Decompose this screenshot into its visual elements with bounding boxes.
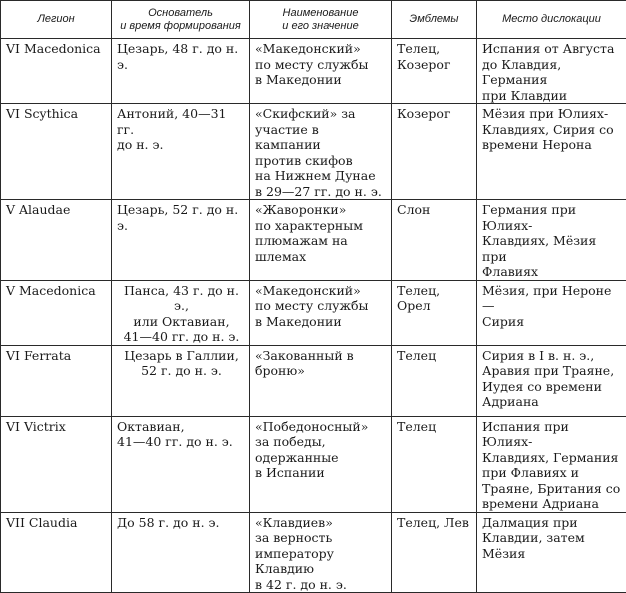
cell-legion: VI Ferrata xyxy=(1,345,112,416)
cell-location: Далмация при Клавдии, затем Мёзия xyxy=(477,512,626,593)
cell-name: «Жаворонки» по характерным плюмажам на шлемах xyxy=(250,200,392,281)
cell-legion: V Alaudae xyxy=(1,200,112,281)
cell-founder: До 58 г. до н. э. xyxy=(112,512,250,593)
table-row xyxy=(1,345,626,416)
cell-founder: Цезарь, 52 г. до н. э. xyxy=(112,200,250,281)
cell-founder: Панса, 43 г. до н. э., или Октавиан, 41—40 гг. до н. э. xyxy=(112,280,250,345)
cell-founder: Цезарь в Галлии, 52 г. до н. э. xyxy=(112,345,250,416)
cell-emblems: Козерог xyxy=(392,104,477,200)
table-row xyxy=(1,39,626,104)
cell-legion: VI Victrix xyxy=(1,416,112,512)
header-emblems: Эмблемы xyxy=(392,1,477,39)
cell-emblems: Слон xyxy=(392,200,477,281)
cell-name: «Клавдиев» за верность императору Клавдию в 42 г. до н. э. xyxy=(250,512,392,593)
cell-location: Сирия в I в. н. э., Аравия при Траяне, Иудея со времени Адриана xyxy=(477,345,626,416)
cell-emblems: Телец xyxy=(392,416,477,512)
cell-name: «Скифский» за участие в кампании против скифов на Нижнем Дунае в 29—27 гг. до н. э. xyxy=(250,104,392,200)
cell-legion: V Macedonica xyxy=(1,280,112,345)
header-founder: Основатель и время формирования xyxy=(112,1,250,39)
cell-legion: VI Scythica xyxy=(1,104,112,200)
cell-location: Мёзия при Юлиях- Клавдиях, Сирия со времени Нерона xyxy=(477,104,626,200)
header-name: Наименование и его значение xyxy=(250,1,392,39)
table-row xyxy=(1,280,626,345)
cell-legion: VII Claudia xyxy=(1,512,112,593)
cell-founder: Антоний, 40—31 гг. до н. э. xyxy=(112,104,250,200)
cell-name: «Македонский» по месту службы в Македонии xyxy=(250,280,392,345)
cell-name: «Победоносный» за победы, одержанные в Испании xyxy=(250,416,392,512)
cell-emblems: Телец, Лев xyxy=(392,512,477,593)
cell-location: Испания при Юлиях- Клавдиях, Германия при Флавиях и Траяне, Британия со времени Адриана xyxy=(477,416,626,512)
header-location: Место дислокации xyxy=(477,1,626,39)
header-row xyxy=(1,1,626,39)
table-row xyxy=(1,104,626,200)
cell-name: «Закованный в броню» xyxy=(250,345,392,416)
cell-location: Испания от Августа до Клавдия, Германия при Клавдии xyxy=(477,39,626,104)
cell-founder: Цезарь, 48 г. до н. э. xyxy=(112,39,250,104)
cell-name: «Македонский» по месту службы в Македонии xyxy=(250,39,392,104)
cell-location: Германия при Юлиях- Клавдиях, Мёзия при Флавиях xyxy=(477,200,626,281)
table-row xyxy=(1,200,626,281)
header-legion: Легион xyxy=(1,1,112,39)
cell-legion: VI Macedonica xyxy=(1,39,112,104)
table-row xyxy=(1,512,626,593)
cell-founder: Октавиан, 41—40 гг. до н. э. xyxy=(112,416,250,512)
table-row xyxy=(1,416,626,512)
cell-emblems: Телец, Козерог xyxy=(392,39,477,104)
cell-emblems: Телец, Орел xyxy=(392,280,477,345)
cell-location: Мёзия, при Нероне — Сирия xyxy=(477,280,626,345)
cell-emblems: Телец xyxy=(392,345,477,416)
